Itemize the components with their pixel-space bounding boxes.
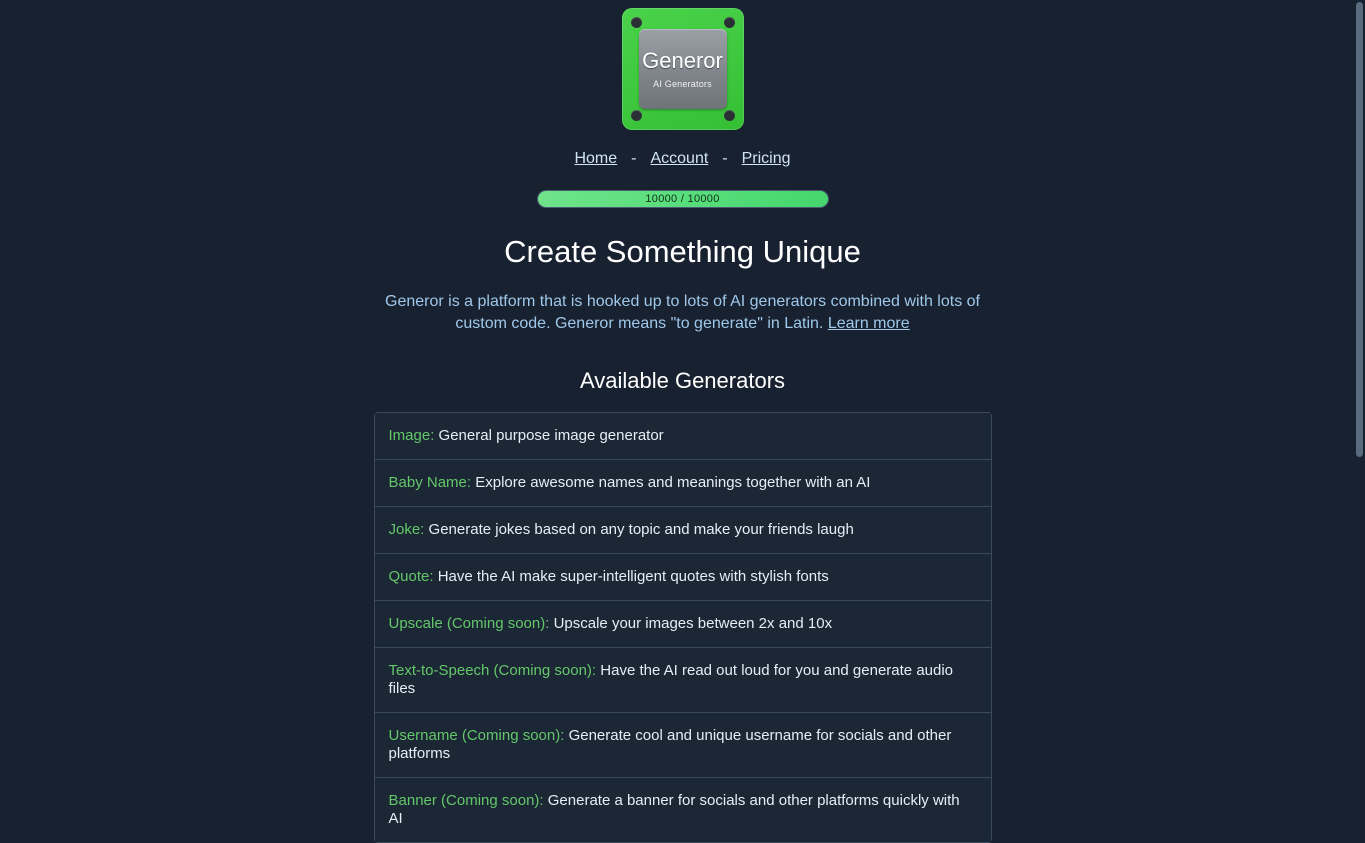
- credit-bar-container: [0, 190, 1365, 208]
- nav-link-pricing[interactable]: Pricing: [741, 150, 791, 167]
- generator-list: [374, 412, 992, 843]
- learn-more-link[interactable]: Learn more: [827, 315, 910, 333]
- generator-description: Generate a banner for socials and other platforms quickly with AI: [388, 792, 960, 828]
- scrollbar-thumb[interactable]: [1356, 2, 1363, 457]
- intro-paragraph: [383, 291, 983, 336]
- generator-name: Baby Name:: [388, 474, 472, 492]
- list-item[interactable]: [375, 713, 991, 778]
- credit-progress-bar: [537, 190, 829, 208]
- list-item[interactable]: [375, 778, 991, 842]
- generator-name: Upscale (Coming soon):: [388, 615, 550, 633]
- generator-description: Have the AI make super-intelligent quotes with stylish fonts: [437, 568, 829, 586]
- generator-description: Upscale your images between 2x and 10x: [553, 615, 833, 633]
- credit-progress-label: 10000 / 10000: [645, 193, 720, 205]
- page-title: Create Something Unique: [504, 234, 861, 269]
- list-item[interactable]: [375, 554, 991, 601]
- list-item[interactable]: [375, 507, 991, 554]
- chip-screw-bottom-left-icon: [631, 110, 642, 121]
- logo-subtitle: AI Generators: [653, 78, 712, 89]
- intro-text: Generor is a platform that is hooked up to lots of AI generators combined with lots of custom code. Generor means "to generate" in Latin.: [385, 292, 980, 333]
- generator-name: Quote:: [388, 568, 434, 586]
- nav-link-account[interactable]: Account: [650, 150, 709, 167]
- chip-screw-top-right-icon: [724, 17, 735, 28]
- generator-description: Have the AI read out loud for you and generate audio files: [388, 662, 954, 698]
- nav-separator-1: -: [631, 150, 637, 167]
- logo-container: [0, 0, 1365, 130]
- list-item[interactable]: [375, 460, 991, 507]
- list-item[interactable]: [375, 413, 991, 460]
- generator-description: Generate jokes based on any topic and make your friends laugh: [428, 521, 854, 539]
- generator-description: Explore awesome names and meanings together with an AI: [475, 474, 871, 492]
- chip-screw-bottom-right-icon: [724, 110, 735, 121]
- logo-plate: [639, 29, 727, 109]
- list-item[interactable]: [375, 601, 991, 648]
- logo-chip[interactable]: [622, 8, 744, 130]
- logo-title: Generor: [642, 47, 723, 73]
- generator-description: Generate cool and unique username for socials and other platforms: [388, 727, 952, 763]
- generator-description: General purpose image generator: [438, 427, 664, 445]
- chip-screw-top-left-icon: [631, 17, 642, 28]
- generator-name: Image:: [388, 427, 435, 445]
- nav-link-home[interactable]: Home: [574, 150, 618, 167]
- nav-separator-2: -: [722, 150, 728, 167]
- section-title-available-generators: Available Generators: [579, 368, 786, 394]
- page-scrollbar[interactable]: [1354, 0, 1365, 768]
- list-item[interactable]: [375, 648, 991, 713]
- generator-name: Banner (Coming soon):: [388, 792, 544, 810]
- generator-name: Username (Coming soon):: [388, 727, 565, 745]
- generator-name: Joke:: [388, 521, 425, 539]
- main-nav: [0, 150, 1365, 168]
- generator-name: Text-to-Speech (Coming soon):: [388, 662, 597, 680]
